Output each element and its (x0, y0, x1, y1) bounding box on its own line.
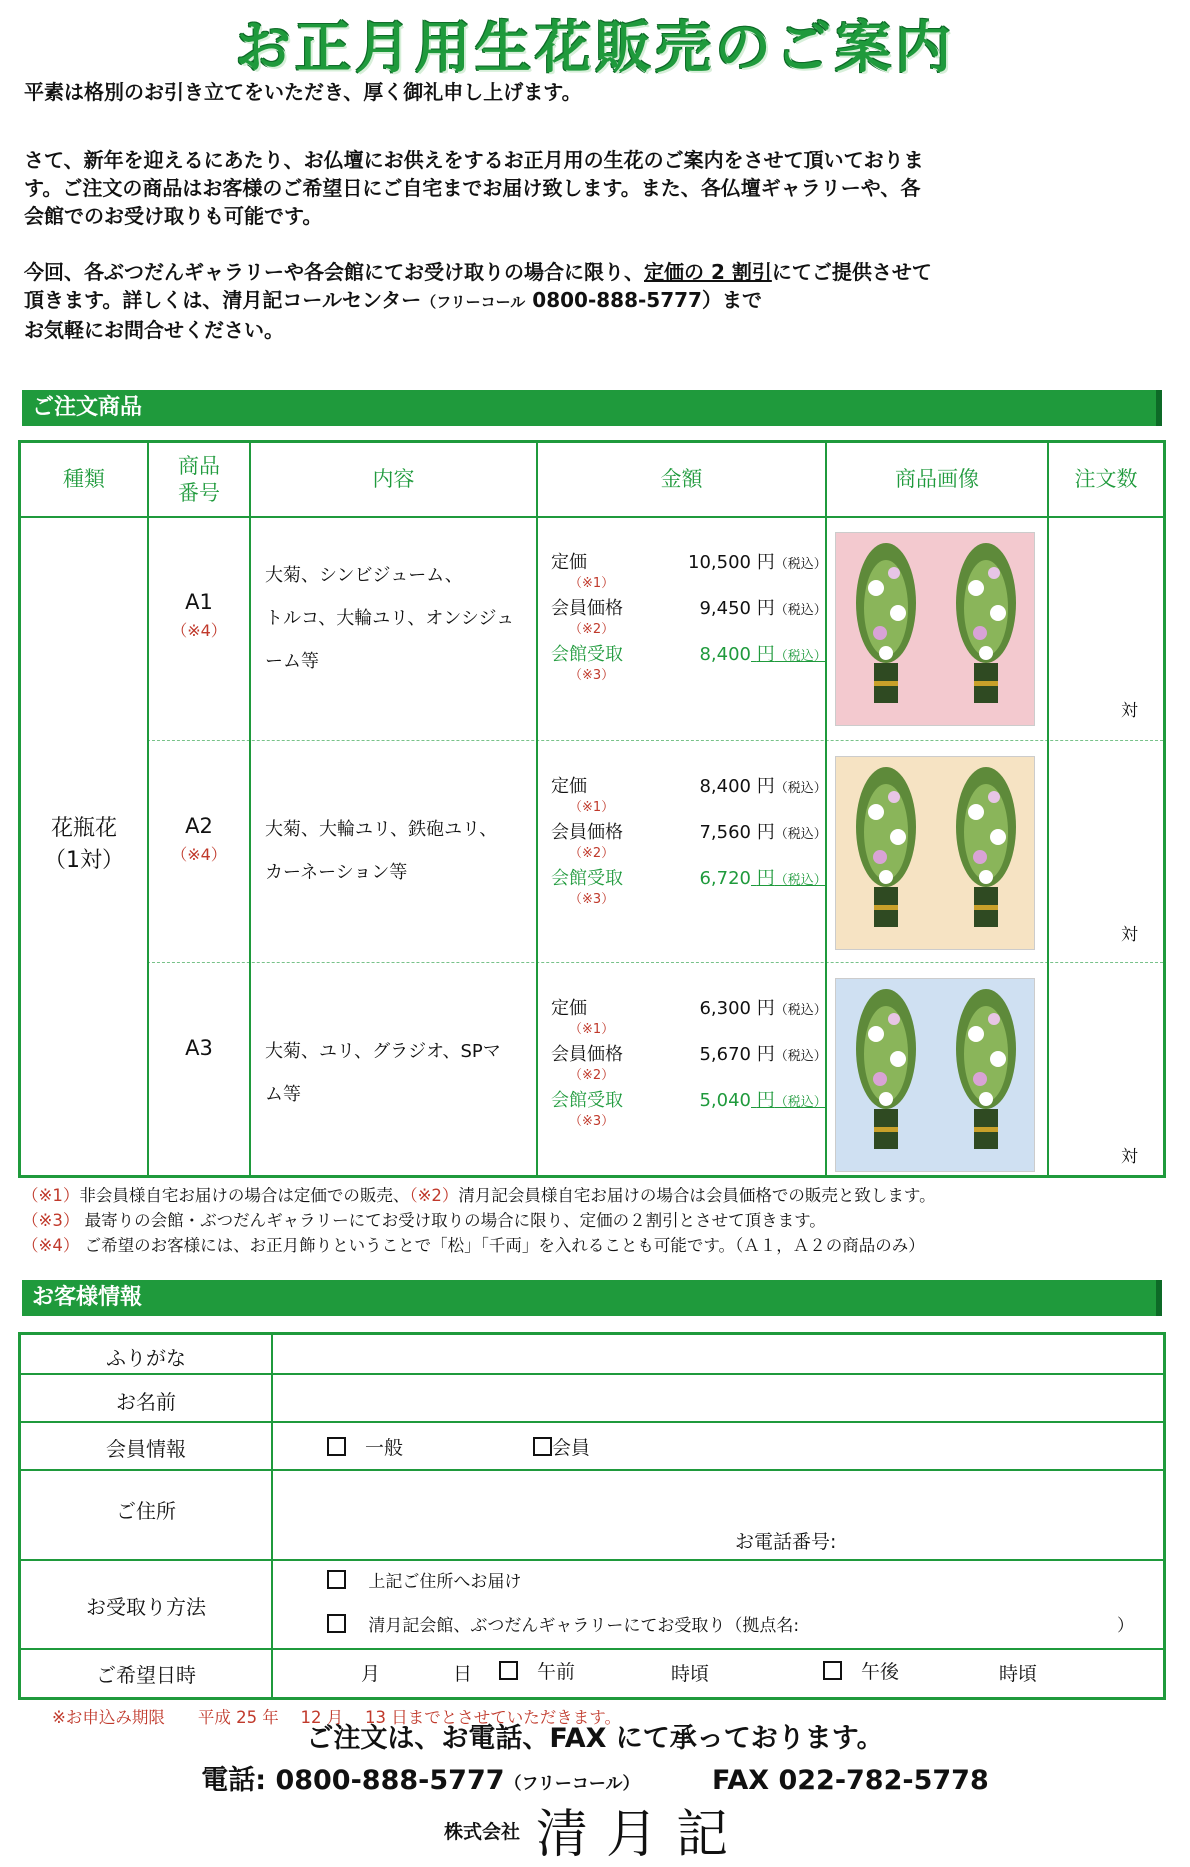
date-month: 月 (361, 1663, 381, 1685)
category-label: 花瓶花 （1対） (44, 816, 124, 873)
product-image (835, 978, 1035, 1172)
date-day: 日 (453, 1663, 473, 1685)
note-3: （※3） 最寄りの会館・ぶつだんギャラリーにてお受け取りの場合に限り、定価の２割引とさせて頂きます。 (22, 1211, 826, 1230)
label-furigana: ふりがな (106, 1346, 186, 1370)
member-checkbox[interactable] (533, 1437, 552, 1456)
customer-table (18, 1332, 1166, 1700)
am-checkbox[interactable] (499, 1661, 518, 1680)
products-section-header: ご注文商品 (22, 390, 1162, 426)
option-delivery[interactable]: 上記ご住所へお届け (327, 1567, 521, 1592)
page-title: お正月用生花販売のご案内 (235, 16, 955, 81)
product-description: 大菊、シンビジューム、 トルコ、大輪ユリ、オンシジュ ーム等 (265, 565, 515, 672)
qty-input[interactable] (1051, 968, 1159, 1180)
product-price: 定価 6,300 円（税込） （※1） 会員価格 5,670 円（税込） （※2） 会館受取 5,040 円（税込） （※3） (551, 998, 827, 1129)
note-4: （※4） ご希望のお客様には、お正月飾りということで「松」「千両」を入れることも可能です。（Ａ１，Ａ２の商品のみ） (22, 1236, 925, 1255)
qty-input[interactable] (1051, 522, 1159, 734)
option-member[interactable]: 会員 (533, 1433, 590, 1460)
label-date: ご希望日時 (96, 1663, 196, 1687)
option-pm[interactable]: 午後 (823, 1657, 899, 1684)
fax-number: FAX 022-782-5778 (712, 1765, 989, 1796)
discount-highlight: 定価の 2 割引 (644, 260, 772, 284)
product-code: A2 （※4） (171, 814, 227, 864)
intro-paragraph-3: 今回、各ぶつだんギャラリーや各会館にてお受け取りの場合に限り、定価の 2 割引にてご提供させて 頂きます。詳しくは、清月記コールセンター（フリーコール 0800-888-5777）まで お気軽にお問合せください。 (24, 260, 932, 342)
label-address: ご住所 (116, 1499, 176, 1523)
label-pickup-method: お受取り方法 (86, 1595, 206, 1619)
intro-greeting: 平素は格別のお引き立てをいただき、厚く御礼申し上げます。 (24, 80, 582, 104)
pickup-close-paren: ） (1117, 1616, 1134, 1636)
general-checkbox[interactable] (327, 1437, 346, 1456)
qty-input[interactable] (1051, 746, 1159, 958)
label-member-info: 会員情報 (106, 1437, 186, 1461)
qty-unit: 対 (1121, 701, 1138, 721)
header-content: 内容 (372, 467, 415, 491)
option-pickup[interactable]: 清月記会館、ぶつだんギャラリーにてお受取り（拠点名: (327, 1611, 799, 1636)
delivery-checkbox[interactable] (327, 1570, 346, 1589)
product-price: 定価 8,400 円（税込） （※1） 会員価格 7,560 円（税込） （※2） 会館受取 6,720 円（税込） （※3） (551, 776, 827, 907)
qty-unit: 対 (1121, 1147, 1138, 1167)
pm-checkbox[interactable] (823, 1661, 842, 1680)
customer-section-header: お客様情報 (22, 1280, 1162, 1316)
product-image (835, 756, 1035, 950)
header-qty: 注文数 (1074, 467, 1138, 491)
product-description: 大菊、ユリ、グラジオ、SPマ ム等 (265, 1041, 501, 1105)
note-1-2: （※1）非会員様自宅お届けの場合は定価での販売、（※2）清月記会員様自宅お届けの場合は会員価格での販売と致します。 (22, 1186, 936, 1205)
tel-number: 0800-888-5777 (266, 1765, 505, 1796)
product-code: A3 (185, 1036, 213, 1060)
label-name: お名前 (116, 1390, 176, 1414)
header-code: 商品 番号 (178, 453, 220, 505)
pickup-checkbox[interactable] (327, 1614, 346, 1633)
product-price: 定価 10,500 円（税込） （※1） 会員価格 9,450 円（税込） （※2） 会館受取 8,400 円（税込） （※3） (551, 552, 827, 683)
tel-label: 電話: (201, 1765, 267, 1796)
products-table (18, 440, 1166, 1178)
header-kind: 種類 (63, 467, 105, 491)
header-price: 金額 (660, 467, 703, 491)
deadline-note: ※お申込み期限 平成 25 年 12 月 13 日までとさせていただきます。 (52, 1708, 621, 1727)
header-image: 商品画像 (895, 467, 979, 491)
option-am[interactable]: 午前 (499, 1657, 575, 1684)
order-line: ご注文は、お電話、FAX にて承っております。 (306, 1723, 884, 1754)
contact-line: 電話: 0800-888-5777（フリーコール） FAX 022-782-5778 (201, 1765, 989, 1796)
qty-unit: 対 (1121, 925, 1138, 945)
address-field[interactable] (275, 1473, 1159, 1557)
option-general[interactable]: 一般 (327, 1433, 403, 1460)
intro-paragraph-2: さて、新年を迎えるにあたり、お仏壇にお供えをするお正月用の生花のご案内をさせて頂いておりま す。ご注文の商品はお客様のご希望日にご自宅までお届け致します。また、各仏壇ギャラリーや、各 会館でのお受け取りも可能です。 (24, 148, 924, 228)
company-logo: 株式会社 清月記 (443, 1805, 747, 1865)
name-field[interactable] (275, 1425, 1159, 1467)
furigana-field[interactable] (275, 1377, 1159, 1419)
am-time: 時頃 (671, 1663, 710, 1685)
pm-time: 時頃 (999, 1663, 1038, 1685)
product-description: 大菊、大輪ユリ、鉄砲ユリ、 カーネーション等 (265, 819, 498, 883)
product-code: A1 （※4） (171, 590, 227, 640)
label-phone: お電話番号: (735, 1531, 837, 1553)
product-image (835, 532, 1035, 726)
